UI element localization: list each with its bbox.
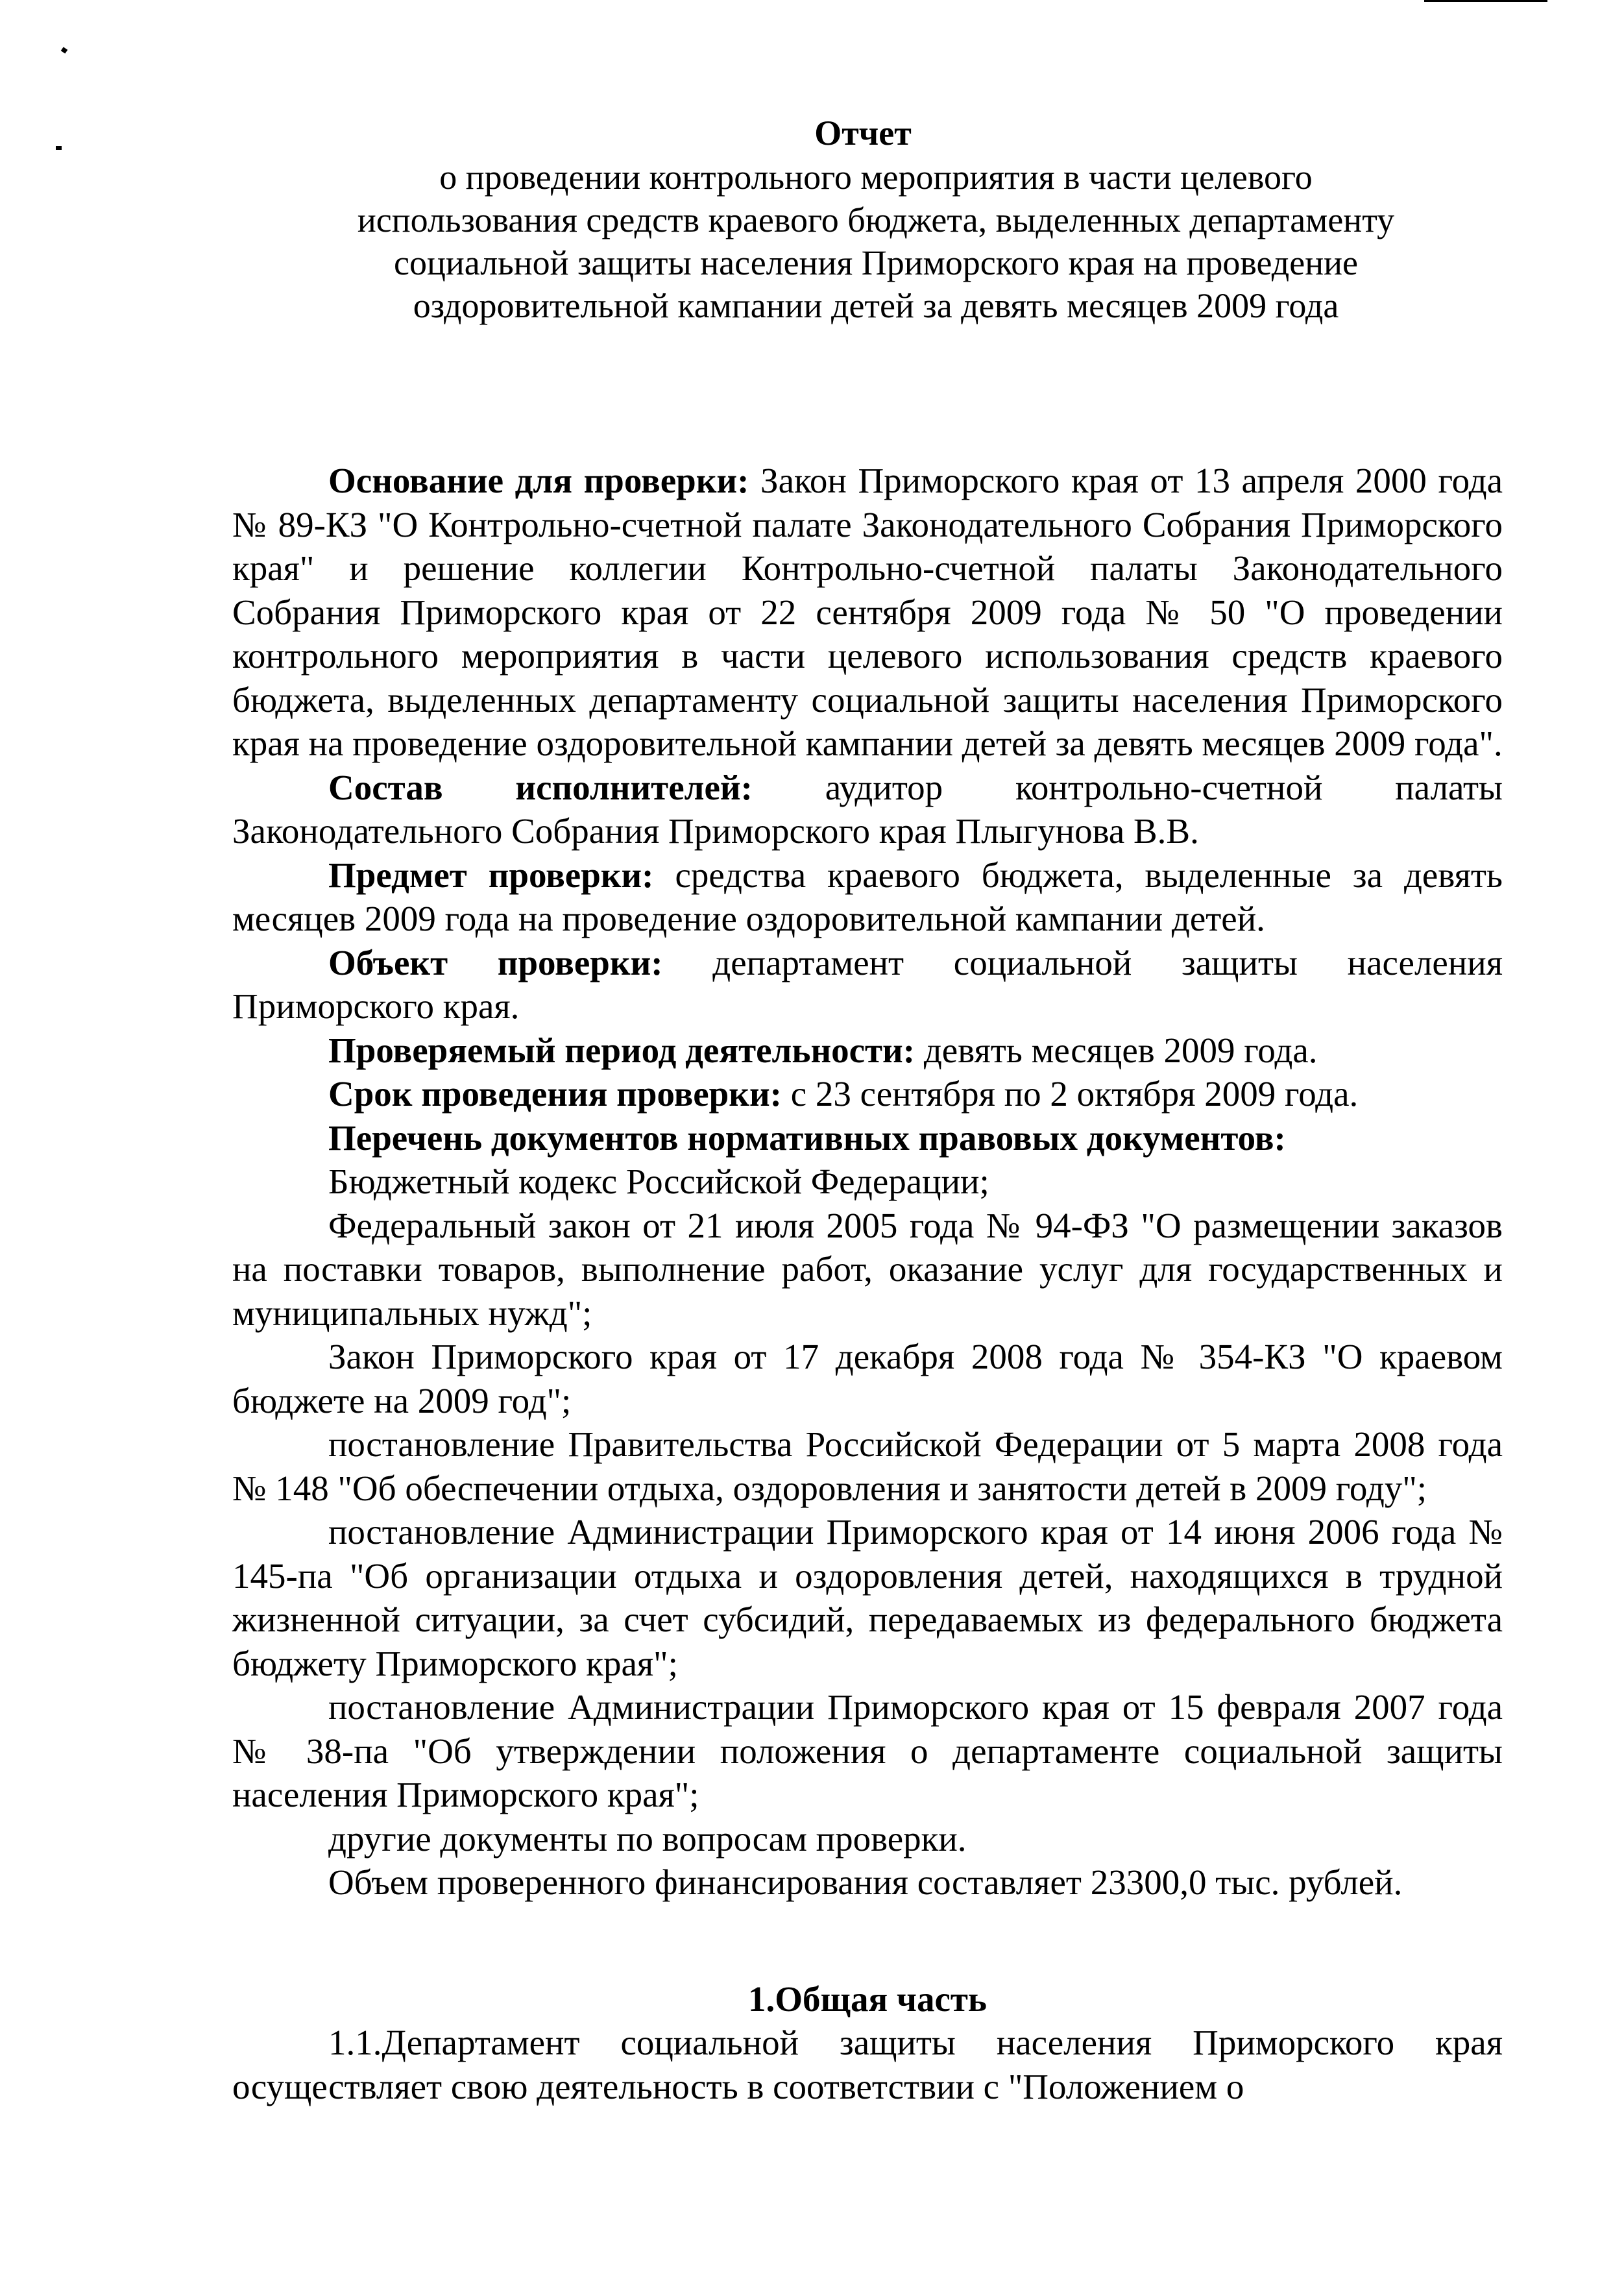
documents-list-item: Закон Приморского края от 17 декабря 2008 года № 354-КЗ "О краевом бюджете на 2009 год"; xyxy=(232,1337,1503,1420)
basis-text: Закон Приморского края от 13 апреля 2000 года № 89-КЗ "О Контрольно-счетной палате Законодательного Собрания Приморского края" и решение коллегии Контрольно-счетной палаты Законодательного Собрания Приморского края от 22 сентября 2009 года № 50 "О проведении контрольного мероприятия в части целевого использования средств краевого бюджета, выделенных департаменту социальной защиты населения Приморского края на проведение оздоровительной кампании детей за девять месяцев 2009 года". xyxy=(232,461,1503,763)
documents-list-item: другие документы по вопросам проверки. xyxy=(328,1818,967,1859)
scan-speck xyxy=(61,47,68,53)
subject-text: средства краевого бюджета, выделенные за девять месяцев 2009 года на проведение оздоровительной кампании детей. xyxy=(232,855,1503,938)
document-title: Отчет xyxy=(814,114,912,152)
executors-paragraph xyxy=(232,766,1503,853)
object-label: Объект проверки: xyxy=(328,942,663,982)
documents-list-item: Бюджетный кодекс Российской Федерации; xyxy=(328,1162,989,1201)
document-subtitle-line: использования средств краевого бюджета, выделенных департаменту xyxy=(357,201,1395,239)
subject-paragraph xyxy=(232,853,1503,941)
documents-list-heading: Перечень документов нормативных правовых документов: xyxy=(328,1117,1286,1158)
title-block xyxy=(221,110,1505,327)
period-paragraph xyxy=(232,1029,1503,1073)
document-body xyxy=(232,459,1503,2108)
period-text: девять месяцев 2009 года. xyxy=(915,1030,1318,1070)
term-paragraph xyxy=(232,1072,1503,1116)
documents-list-item: постановление Администрации Приморского края от 14 июня 2006 года № 145-па "Об организации отдыха и оздоровления детей, находящихся в трудной жизненной ситуации, за счет субсидий, передаваемых из федерального бюджета бюджету Приморского края"; xyxy=(232,1512,1503,1683)
document-subtitle-line: о проведении контрольного мероприятия в части целевого xyxy=(439,158,1313,197)
section-paragraph: 1.1.Департамент социальной защиты населения Приморского края осуществляет свою деятельность в соответствии с "Положением о xyxy=(232,2023,1503,2106)
term-label: Срок проведения проверки: xyxy=(328,1074,782,1114)
object-text: департамент социальной защиты населения Приморского края. xyxy=(232,942,1503,1026)
document-subtitle-line: оздоровительной кампании детей за девять месяцев 2009 года xyxy=(413,286,1339,325)
basis-paragraph xyxy=(232,459,1503,766)
section-heading: 1.Общая часть xyxy=(747,1979,987,2019)
basis-label: Основание для проверки: xyxy=(328,461,749,500)
subject-label: Предмет проверки: xyxy=(328,855,654,895)
term-text: с 23 сентября по 2 октября 2009 года. xyxy=(781,1074,1359,1114)
scan-edge-line xyxy=(1424,0,1547,2)
executors-label: Состав исполнителей: xyxy=(328,767,753,807)
scan-speck xyxy=(56,146,62,150)
executors-text: аудитор контрольно-счетной палаты Законодательного Собрания Приморского края Плыгунова В.В. xyxy=(232,767,1503,851)
documents-list-item: Федеральный закон от 21 июля 2005 года № 94-ФЗ "О размещении заказов на поставки товаров, выполнение работ, оказание услуг для государственных и муниципальных нужд"; xyxy=(232,1205,1503,1333)
period-label: Проверяемый период деятельности: xyxy=(328,1030,915,1070)
documents-list-item: постановление Правительства Российской Федерации от 5 марта 2008 года № 148 "Об обеспечении отдыха, оздоровления и занятости детей в 2009 году"; xyxy=(232,1424,1503,1508)
documents-list-item: постановление Администрации Приморского края от 15 февраля 2007 года № 38-па "Об утверждении положения о департаменте социальной защиты населения Приморского края"; xyxy=(232,1687,1503,1814)
document-subtitle-line: социальной защиты населения Приморского края на проведение xyxy=(393,243,1359,282)
object-paragraph xyxy=(232,941,1503,1029)
funding-volume: Объем проверенного финансирования составляет 23300,0 тыс. рублей. xyxy=(328,1862,1403,1902)
